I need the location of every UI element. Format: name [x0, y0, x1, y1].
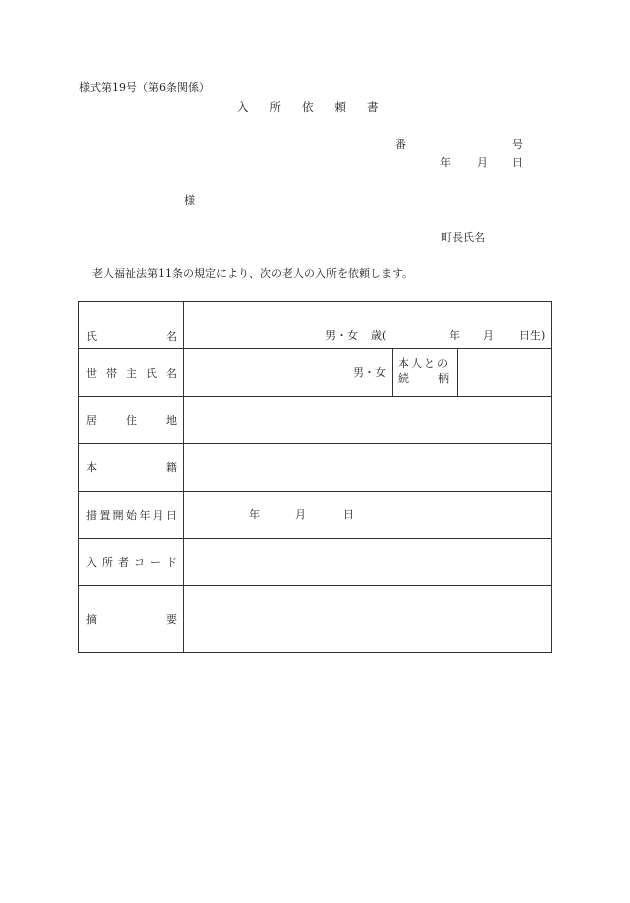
label-char: 開 [112, 508, 124, 522]
addressee-suffix: 様 [184, 194, 195, 207]
label-char: 所 [102, 555, 113, 569]
label-char: 措 [86, 508, 97, 522]
name-birth-month: 月 [483, 329, 494, 342]
start-day: 日 [343, 507, 354, 521]
label-char: 世 [86, 366, 97, 380]
row-residence [79, 397, 552, 444]
label-char: 氏 [86, 330, 97, 343]
row-name [79, 302, 552, 349]
householder-cell [184, 349, 552, 397]
label-char: ー [150, 555, 161, 569]
label-residence [79, 397, 184, 444]
label-char: 摘 [86, 612, 97, 626]
label-char: 住 [126, 414, 137, 428]
row-domicile [79, 444, 552, 491]
start-month: 月 [295, 507, 306, 521]
label-char: 居 [86, 414, 97, 428]
label-char: 要 [166, 612, 177, 626]
label-char: ド [166, 555, 177, 569]
label-char: 氏 [146, 366, 157, 380]
start-year: 年 [249, 507, 260, 521]
label-domicile [79, 444, 184, 491]
name-age: 歳( [371, 329, 387, 342]
label-char: コ [134, 555, 145, 569]
householder-name-field[interactable] [184, 349, 393, 396]
sender-mayor-name: 町長氏名 [441, 231, 485, 244]
date-day: 日 [512, 156, 523, 169]
label-char: 置 [99, 508, 111, 522]
date-year: 年 [440, 156, 451, 169]
form-number: 様式第19号（第6条関係） [79, 81, 210, 94]
label-char: 日 [165, 508, 177, 522]
label-start-date [79, 491, 184, 538]
label-remarks [79, 585, 184, 652]
label-char: 本 [86, 461, 97, 475]
householder-sex: 男・女 [353, 366, 386, 380]
row-start-date [79, 491, 552, 538]
relation-line2a: 続 [398, 372, 409, 386]
relation-line1: 本人との [398, 357, 450, 371]
row-remarks [79, 585, 552, 652]
name-birth-year: 年 [449, 329, 460, 342]
request-form-table [78, 301, 552, 653]
document-title: 入所依頼書 [237, 100, 400, 114]
number-suffix: 号 [512, 138, 523, 151]
start-date-field[interactable] [184, 491, 552, 538]
label-char: 名 [166, 366, 177, 380]
name-field[interactable] [184, 302, 552, 349]
label-char: 地 [166, 414, 177, 428]
date-month: 月 [477, 156, 488, 169]
number-prefix: 番 [395, 138, 406, 151]
label-char: 入 [86, 555, 97, 569]
residence-field[interactable] [184, 397, 552, 444]
relation-line2b: 柄 [438, 372, 449, 386]
label-char: 者 [118, 555, 129, 569]
name-sex: 男・女 [325, 329, 358, 342]
row-householder [79, 349, 552, 397]
label-char: 主 [126, 366, 137, 380]
label-name [79, 302, 184, 349]
name-birth-day: 日生) [519, 329, 546, 342]
domicile-field[interactable] [184, 444, 552, 491]
label-char: 始 [125, 508, 137, 522]
relation-label [393, 349, 458, 396]
label-resident-code [79, 538, 184, 585]
label-char: 月 [152, 508, 164, 522]
label-householder [79, 349, 184, 397]
resident-code-field[interactable] [184, 538, 552, 585]
intro-text: 老人福祉法第11条の規定により、次の老人の入所を依頼します。 [92, 267, 414, 280]
remarks-field[interactable] [184, 585, 552, 652]
row-resident-code [79, 538, 552, 585]
relation-field[interactable] [458, 349, 551, 396]
label-char: 籍 [166, 461, 177, 475]
label-char: 名 [166, 330, 177, 343]
label-char: 帯 [106, 366, 117, 380]
label-char: 年 [139, 508, 151, 522]
